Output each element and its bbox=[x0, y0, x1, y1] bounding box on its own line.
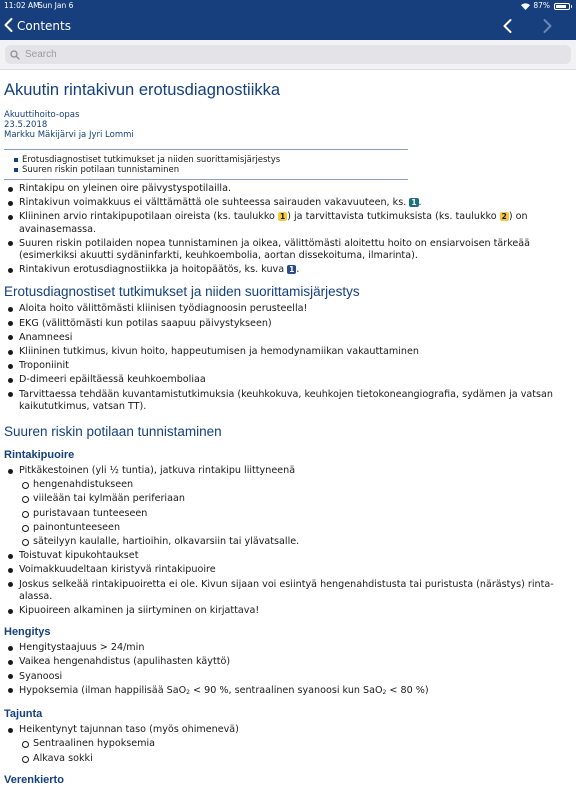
table-badge[interactable]: 1 bbox=[279, 212, 286, 222]
subsection-heading: Hengitys bbox=[4, 626, 51, 639]
search-input[interactable] bbox=[25, 49, 545, 60]
chevron-left-icon bbox=[4, 18, 13, 35]
list-item: Syanoosi bbox=[19, 671, 572, 683]
article-date: 23.5.2018 bbox=[4, 120, 48, 130]
subsection-heading: Rintakipuoire bbox=[4, 449, 75, 462]
hengitys-list bbox=[4, 642, 572, 699]
list-item: EKG (välittömästi kun potilas saapuu päivystykseen) bbox=[19, 318, 572, 330]
article-content[interactable] bbox=[0, 71, 576, 786]
next-page-button[interactable] bbox=[540, 15, 554, 37]
subsection-heading: Tajunta bbox=[4, 708, 43, 721]
figure-badge[interactable]: 1 bbox=[289, 265, 295, 275]
list-item: Voimakkuudeltaan kiristyvä rintakipuoire bbox=[19, 564, 572, 576]
section-heading: Erotusdiagnostiset tutkimukset ja niiden suorittamisjärjestys bbox=[4, 284, 360, 300]
list-item: Rintakivun voimakkuus ei välttämättä ole suhteessa sairauden vakavuuteen, ks. 1 . bbox=[19, 197, 572, 209]
list-item: Vaikea hengenahdistus (apulihasten käyttö) bbox=[19, 656, 572, 668]
sub-list-item: hengenahdistukseen bbox=[33, 479, 572, 491]
status-time: 11:02 AM bbox=[4, 1, 40, 10]
list-item: Heikentynyt tajunnan taso (myös ohimenevä) Sentraalinen hypoksemia Alkava sokki bbox=[19, 724, 572, 765]
list-item: Kliininen tutkimus, kivun hoito, happeutumisen ja hemodynamiikan vakauttaminen bbox=[19, 346, 572, 358]
article-source[interactable]: Akuuttihoito-opas bbox=[4, 110, 80, 120]
sub-list-item: Alkava sokki bbox=[33, 753, 572, 765]
rintakipu-list bbox=[4, 465, 572, 617]
back-button[interactable] bbox=[4, 15, 71, 37]
sub-list-item: viileään tai kylmään periferiaan bbox=[33, 493, 572, 505]
list-item: Hengitystaajuus > 24/min bbox=[19, 642, 572, 654]
sub-list-item: painontunteeseen bbox=[33, 522, 572, 534]
list-item: Rintakipu on yleinen oire päivystyspotilailla. bbox=[19, 183, 572, 195]
list-item: Rintakivun erotusdiagnostiikka ja hoitopäätös, ks. kuva 1 . bbox=[19, 264, 572, 276]
back-button-label: Contents bbox=[17, 19, 71, 33]
table-badge[interactable]: 2 bbox=[501, 212, 507, 222]
previous-page-button[interactable] bbox=[500, 15, 514, 37]
list-item: Suuren riskin potilaiden nopea tunnistaminen ja oikea, välittömästi aloitettu hoito on ensiarvoisen tärkeää (esimerkiksi akuutti sydäninfarkti, keuhkoembolia, aortan dissekoituma, ilmarinta). bbox=[19, 238, 572, 262]
battery-icon bbox=[554, 3, 570, 10]
chevron-left-icon bbox=[503, 19, 512, 33]
intro-list bbox=[4, 183, 572, 276]
list-item: Anamneesi bbox=[19, 332, 572, 344]
page-title: Akuutin rintakivun erotusdiagnostiikka bbox=[4, 81, 281, 99]
sub-list bbox=[19, 738, 572, 764]
sub-list bbox=[19, 479, 572, 548]
top-bar bbox=[0, 0, 576, 40]
article-authors: Markku Mäkijärvi ja Jyri Lommi bbox=[4, 130, 134, 140]
list-item: Troponiinit bbox=[19, 360, 572, 372]
list-item: Kipuoireen alkaminen ja siirtyminen on kirjattava! bbox=[19, 605, 572, 617]
sub-list-item: puristavaan tunteeseen bbox=[33, 508, 572, 520]
subsection-heading: Verenkierto bbox=[4, 773, 64, 786]
page-nav bbox=[500, 15, 554, 37]
wifi-icon bbox=[521, 3, 530, 10]
toc-item[interactable]: Suuren riskin potilaan tunnistaminen bbox=[22, 165, 408, 175]
reference-badge[interactable]: 1 bbox=[411, 198, 417, 208]
status-bar bbox=[0, 0, 576, 12]
list-item: Joskus selkeää rintakipuoiretta ei ole. Kivun sijaan voi esiintyä hengenahdistusta tai puristusta (närästys) rinta-alassa. bbox=[19, 579, 572, 603]
section-heading: Suuren riskin potilaan tunnistaminen bbox=[4, 424, 222, 440]
tajunta-list bbox=[4, 724, 572, 765]
toc-item[interactable]: Erotusdiagnostiset tutkimukset ja niiden suorittamisjärjestys bbox=[22, 155, 408, 165]
search-box[interactable] bbox=[5, 45, 571, 64]
table-of-contents bbox=[4, 149, 408, 180]
battery-percent: 87% bbox=[533, 1, 550, 10]
list-item: Kliininen arvio rintakipupotilaan oireista (ks. taulukko 1 ) ja tarvittavista tutkimuksista (ks. taulukko 2 ) on avainasemassa. bbox=[19, 211, 572, 235]
article-meta bbox=[4, 110, 572, 140]
sub-list-item: säteilyyn kaulalle, hartioihin, olkavarsiin tai ylävatsalle. bbox=[33, 536, 572, 548]
search-icon bbox=[10, 45, 20, 64]
search-bar bbox=[0, 40, 576, 70]
sub-list-item: Sentraalinen hypoksemia bbox=[33, 738, 572, 750]
section1-list bbox=[4, 303, 572, 413]
chevron-right-icon bbox=[543, 19, 552, 33]
list-item: Aloita hoito välittömästi kliinisen työdiagnoosin perusteella! bbox=[19, 303, 572, 315]
list-item: Toistuvat kipukohtaukset bbox=[19, 550, 572, 562]
status-date: Sun Jan 6 bbox=[38, 1, 74, 10]
list-item: Hypoksemia (ilman happilisää SaO$_2$ < 90 %, sentraalinen syanoosi kun SaO$_2$ < 80 %) bbox=[19, 685, 572, 699]
nav-bar bbox=[0, 12, 576, 40]
status-right bbox=[521, 0, 570, 12]
list-item: Pitkäkestoinen (yli ½ tuntia), jatkuva rintakipu liittyneenä hengenahdistukseen viileään tai kylmään periferiaan puristavaan tunteeseen painontunteeseen säteilyyn kaulalle, hartioihin, olkavarsiin tai ylävatsalle. bbox=[19, 465, 572, 548]
list-item: D-dimeeri epäiltäessä keuhkoemboliaa bbox=[19, 374, 572, 386]
list-item: Tarvittaessa tehdään kuvantamistutkimuksia (keuhkokuva, keuhkojen tietokoneangiografia, sydämen ja vatsan kaikututkimus, vatsan TT). bbox=[19, 389, 572, 413]
